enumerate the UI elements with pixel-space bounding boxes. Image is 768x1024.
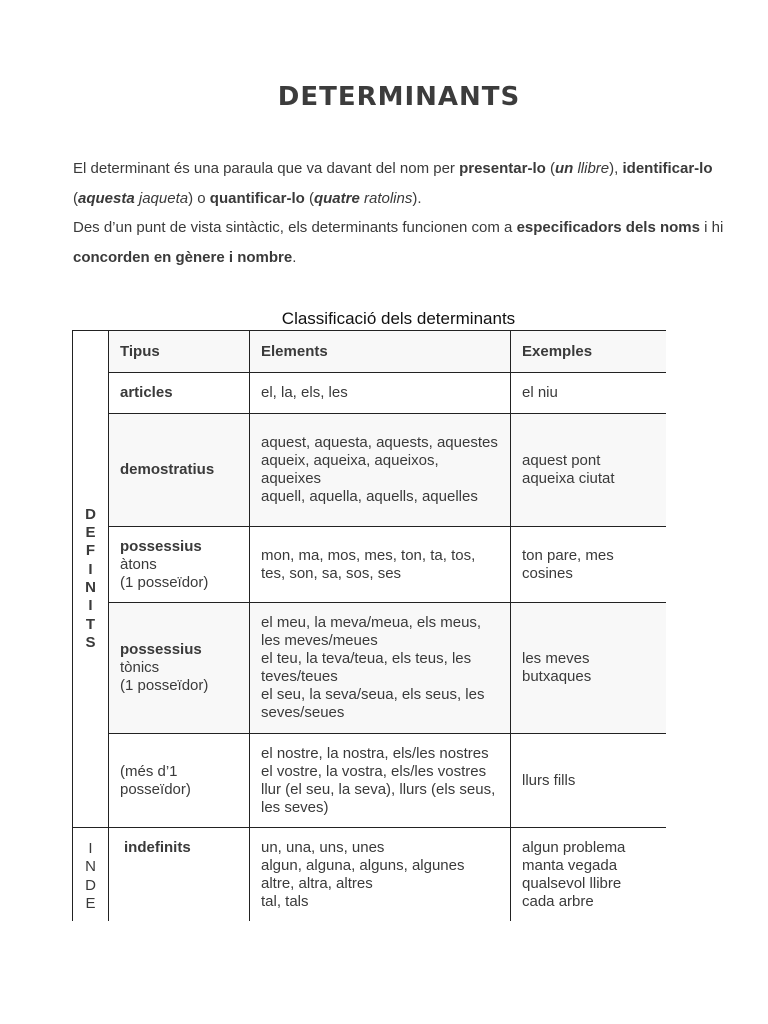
cell-elements: un, una, uns, unes algun, alguna, alguns, algunes altre, altra, altres tal, tals — [250, 828, 511, 923]
cell-tipus: (més d’1 posseïdor) — [109, 734, 250, 828]
cell-tipus: possessius tònics (1 posseïdor) — [109, 603, 250, 734]
cell-exemples: el niu — [511, 373, 667, 414]
cell-elements: mon, ma, mos, mes, ton, ta, tos, tes, son, sa, sos, ses — [250, 527, 511, 603]
cell-exemples: aquest pont aqueixa ciutat — [511, 414, 667, 527]
intro-text — [73, 154, 728, 272]
cell-exemples: ton pare, mes cosines — [511, 527, 667, 603]
table-row — [73, 603, 667, 734]
table-row — [73, 414, 667, 527]
cell-elements: el, la, els, les — [250, 373, 511, 414]
example-aquesta: aquesta — [78, 189, 135, 207]
cell-exemples: algun problema manta vegada qualsevol llibre cada arbre — [511, 828, 667, 923]
header-tipus: Tipus — [109, 331, 250, 373]
cell-elements: aquest, aquesta, aquests, aquestes aqueix, aqueixa, aqueixos, aqueixes aquell, aquella, aquells, aquelles — [250, 414, 511, 527]
cell-elements: el meu, la meva/meua, els meus, les meves/meues el teu, la teva/teua, els teus, les teves/teues el seu, la seva/seua, els seus, les seves/seues — [250, 603, 511, 734]
group-indefinits: I N D E — [73, 828, 109, 923]
cell-tipus: possessius àtons (1 posseïdor) — [109, 527, 250, 603]
table-row — [73, 527, 667, 603]
determinants-table — [72, 330, 666, 922]
header-elements: Elements — [250, 331, 511, 373]
example-quatre: quatre — [313, 189, 360, 207]
table-row — [73, 828, 667, 923]
table-header-row — [73, 331, 667, 373]
bold-quantificar: quantificar-lo — [209, 189, 305, 207]
determinants-table-wrapper — [72, 330, 666, 922]
bold-especificadors: especificadors dels noms — [516, 219, 700, 236]
table-caption: Classificació dels determinants — [281, 309, 516, 328]
cell-tipus: demostratius — [109, 414, 250, 527]
cell-tipus: indefinits — [109, 828, 250, 923]
cell-elements: el nostre, la nostra, els/les nostres el vostre, la vostra, els/les vostres llur (el seu, la seva), llurs (els seus, les seves) — [250, 734, 511, 828]
bold-presentar: presentar-lo — [459, 160, 546, 177]
intro-paragraph-1: El determinant és una paraula que va davant del nom per presentar-lo (un llibre), identificar-lo (aquesta jaqueta) o quantificar-lo (quatre ratolins). — [73, 160, 713, 207]
cell-exemples: les meves butxaques — [511, 603, 667, 734]
table-row — [73, 734, 667, 828]
table-row — [73, 373, 667, 414]
group-definits: D E F I N I T S — [73, 331, 109, 828]
cell-tipus: articles — [109, 373, 250, 414]
bold-identificar: identificar-lo — [622, 160, 713, 177]
cell-exemples: llurs fills — [511, 734, 667, 828]
example-un: un — [554, 160, 574, 177]
header-exemples: Exemples — [511, 331, 667, 373]
page-title: DETERMINANTS — [277, 82, 521, 112]
bold-concorden: concorden en gènere i nombre — [73, 248, 293, 266]
intro-paragraph-2: Des d’un punt de vista sintàctic, els determinants funcionen com a especificadors dels noms i hi concorden en gènere i nombre. — [73, 219, 724, 266]
